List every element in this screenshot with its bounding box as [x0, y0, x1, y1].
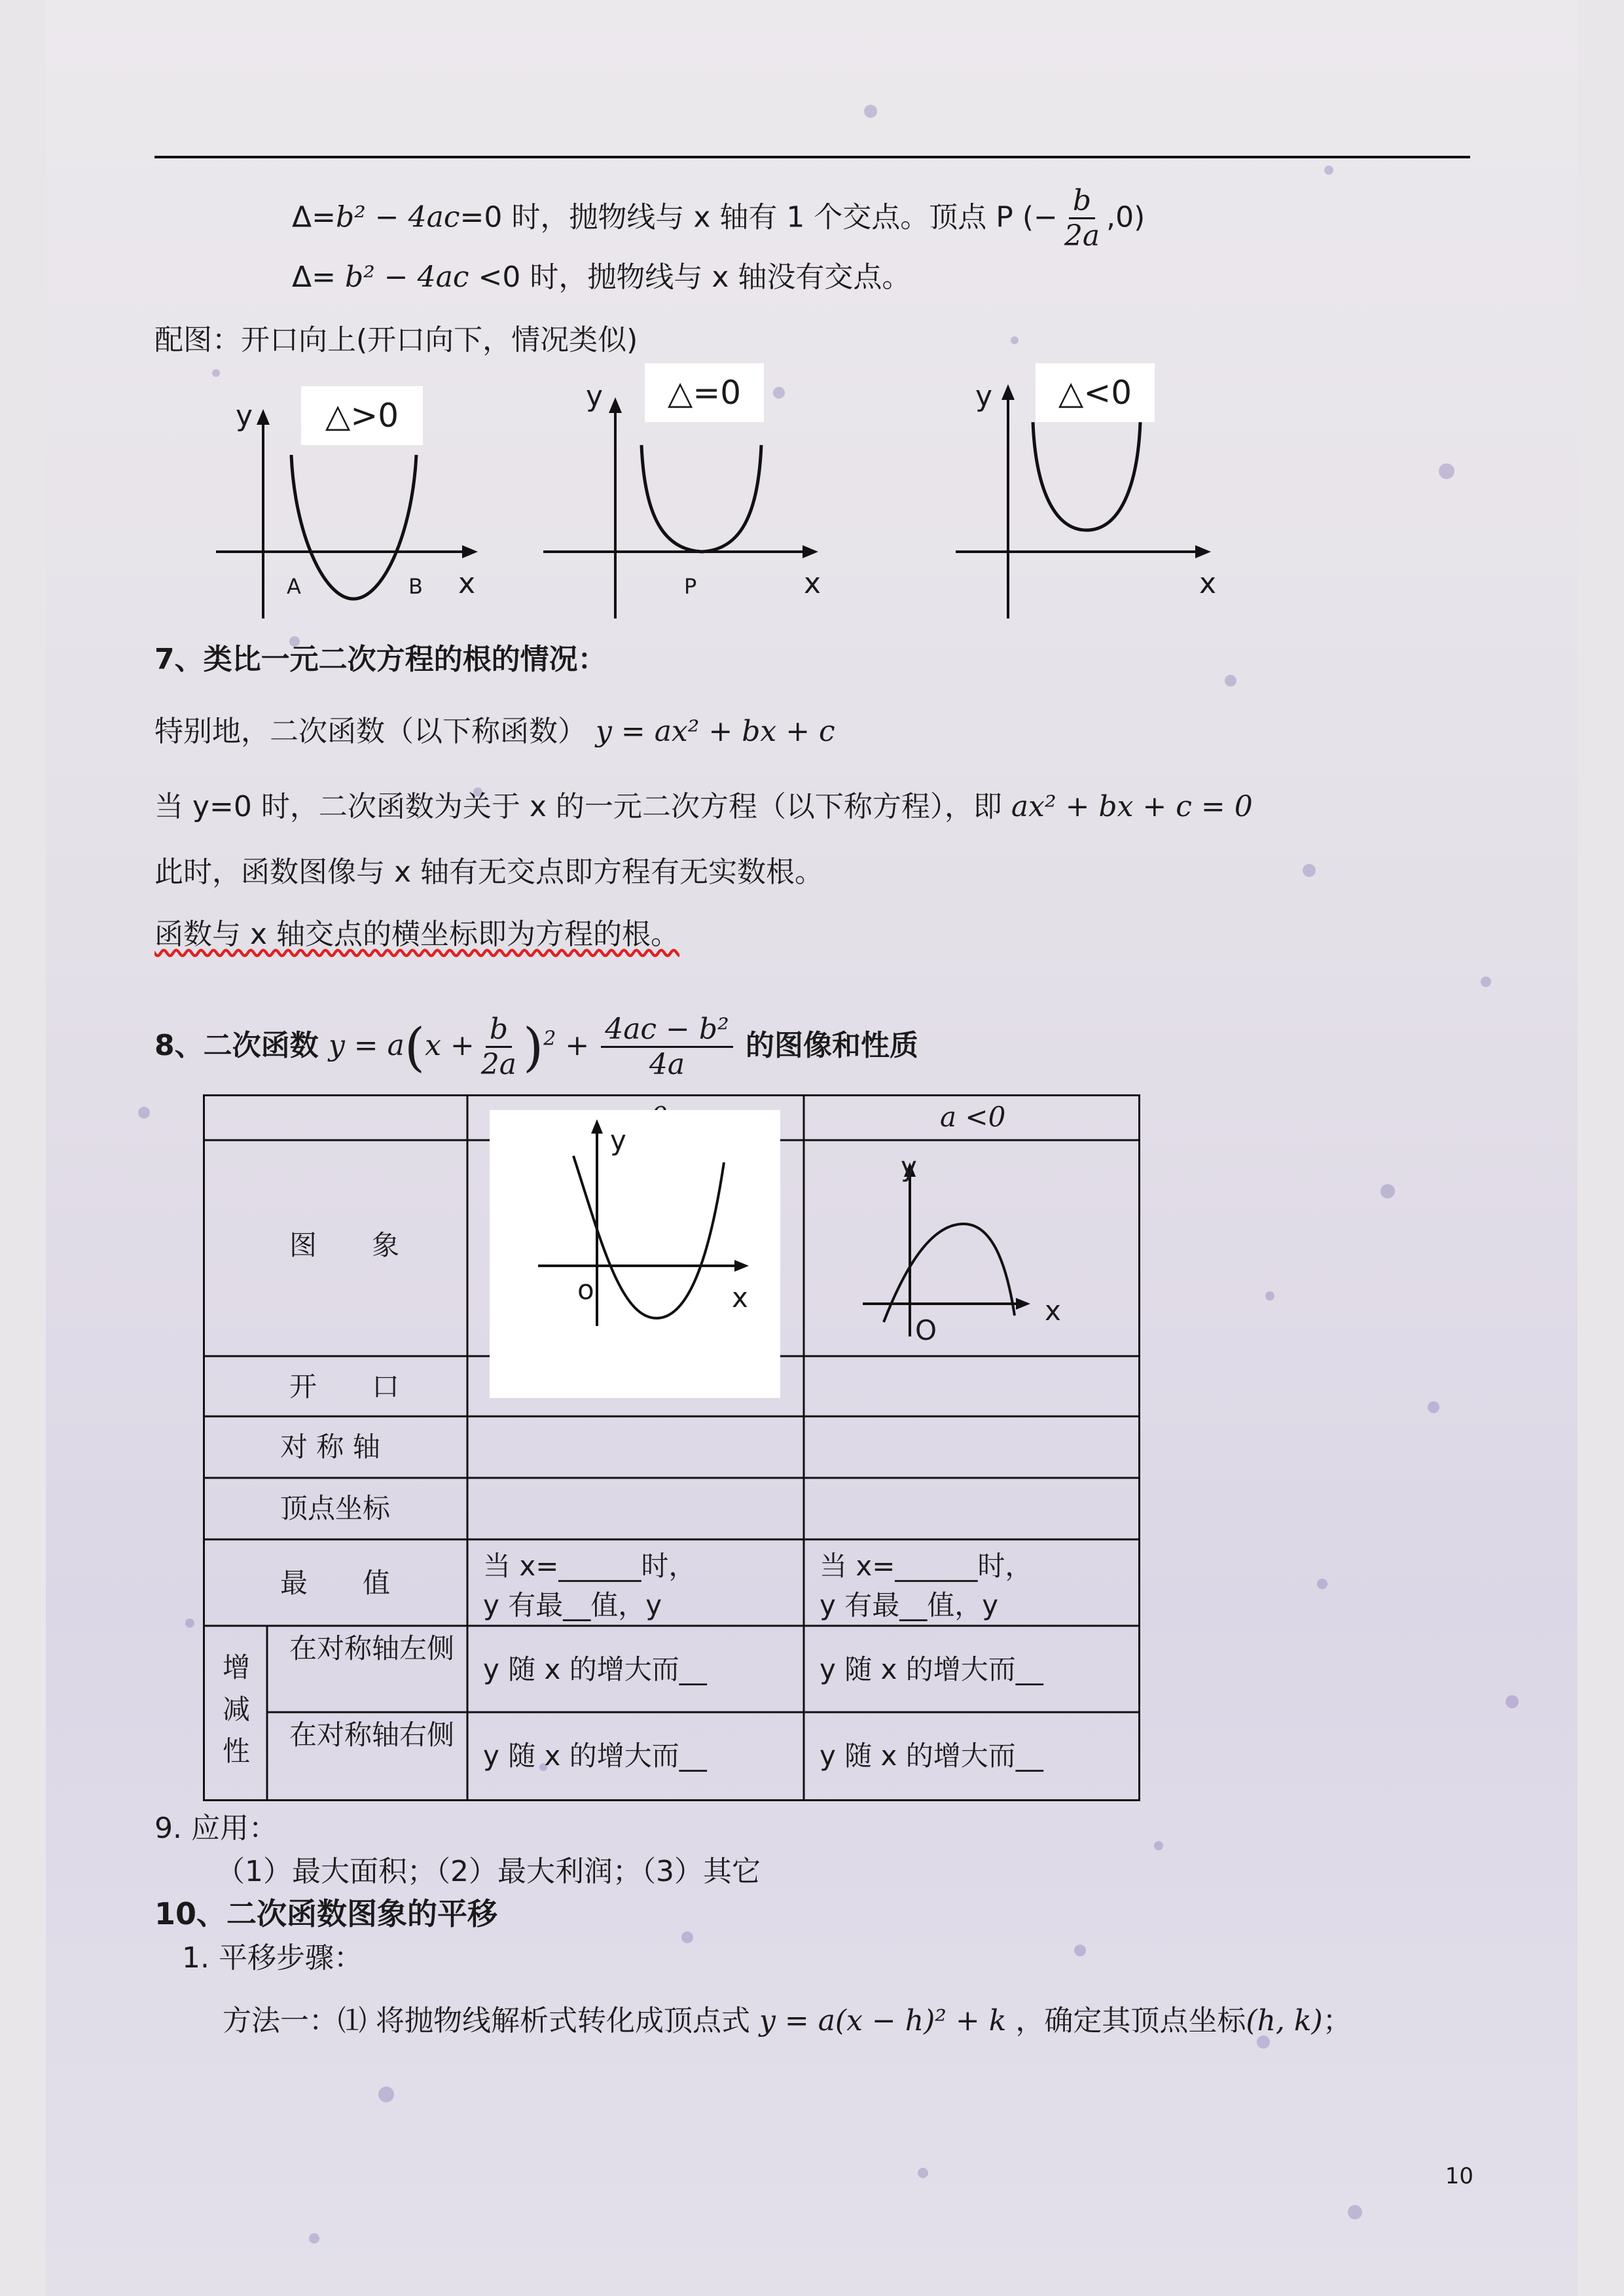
- method-vertex: (h, k): [1246, 2004, 1323, 2037]
- mono-neg-left: y 随 x 的增大而__: [820, 1653, 1043, 1685]
- graph-neg-y-label: y: [901, 1151, 917, 1183]
- section9-items: （1）最大面积；（2）最大利润；（3）其它: [216, 1855, 761, 1888]
- method-text: 方法一：⑴ 将抛物线解析式转化成顶点式: [223, 2004, 750, 2037]
- section10-method: [223, 2003, 1352, 2039]
- discriminant: b² − 4ac: [344, 260, 469, 294]
- section7-line1: [154, 713, 835, 750]
- fig1-y-label: y: [236, 399, 253, 433]
- badge-delta-zero: △=0: [645, 363, 764, 422]
- fig1-x-label: x: [458, 567, 476, 600]
- row-right-label: 在对称轴右侧: [289, 1719, 454, 1751]
- f1-denominator: 2a: [480, 1048, 517, 1081]
- formula-x: x +: [425, 1029, 475, 1062]
- fig1-point-b: B: [408, 574, 423, 599]
- delta-negative-line: [292, 259, 911, 296]
- properties-table: [203, 1094, 1140, 1801]
- delta-zero-text: =0 时，抛物线与 x 轴有 1 个交点。顶点 P (−: [460, 200, 1058, 234]
- vertex-form-formula: y = a(x + $\frac{b}{2a}$ )$^2$ + $\frac{\text{4ac − b²}}{4a}$: [329, 1029, 736, 1062]
- fig3-y-label: y: [975, 380, 993, 413]
- row-extreme-label: 最 值: [280, 1567, 391, 1599]
- line1-text: 特别地，二次函数（以下称函数）: [154, 715, 586, 748]
- graph-neg-origin-label: O: [915, 1314, 937, 1346]
- section8-suffix: 的图像和性质: [746, 1029, 919, 1062]
- row-monotonic-label: 增减性: [222, 1651, 250, 1767]
- mono-pos-left: y 随 x 的增大而__: [483, 1653, 707, 1685]
- section7-line4: 函数与 x 轴交点的横坐标即为方程的根。: [154, 918, 680, 951]
- delta-symbol: Δ=: [292, 260, 336, 294]
- f2-numerator: 4ac − b²: [601, 1013, 733, 1048]
- delta-zero-line: [292, 185, 1145, 253]
- fig1-point-a: A: [287, 574, 301, 599]
- extreme-pos-line2: y 有最__值，y: [483, 1589, 662, 1621]
- extreme-pos-line1: 当 x=______时，: [483, 1550, 696, 1582]
- line1-formula: y = ax² + bx + c: [596, 715, 835, 748]
- graph-a-negative: [804, 1140, 1140, 1356]
- formula-plus: +: [565, 1029, 590, 1062]
- badge-delta-negative: △<0: [1036, 363, 1155, 422]
- figure-caption: 配图：开口向上(开口向下，情况类似): [154, 323, 638, 357]
- delta-zero-tail: ,0): [1106, 200, 1146, 234]
- method-end: ；: [1322, 2004, 1352, 2037]
- f2-denominator: 4a: [649, 1048, 685, 1081]
- graph-neg-x-label: x: [1045, 1295, 1061, 1327]
- formula-fraction-1: [477, 1013, 520, 1082]
- method-tail: ，确定其顶点坐标: [1015, 2004, 1246, 2037]
- row-axis-label: 对 称 轴: [280, 1431, 380, 1463]
- row-vertex-label: 顶点坐标: [280, 1492, 391, 1524]
- page-number: 10: [1445, 2163, 1473, 2189]
- graph-a-positive: [490, 1110, 780, 1398]
- graph-pos-x-label: x: [732, 1282, 748, 1314]
- extreme-neg-line2: y 有最__值，y: [820, 1589, 999, 1621]
- row-left-label: 在对称轴左侧: [289, 1632, 454, 1664]
- badge-delta-positive: △>0: [301, 386, 423, 445]
- head-a-negative: a <0: [940, 1101, 1006, 1133]
- graph-pos-y-label: y: [610, 1124, 626, 1157]
- formula-a: y = a: [328, 1029, 405, 1062]
- line2-formula: ax² + bx + c = 0: [1011, 790, 1253, 823]
- extreme-neg-line1: 当 x=______时，: [820, 1550, 1033, 1582]
- row-image-label: 图 象: [289, 1229, 400, 1261]
- fraction-denominator: 2a: [1064, 219, 1100, 253]
- section7-title: 7、类比一元二次方程的根的情况：: [154, 643, 607, 676]
- section8-title: [154, 1013, 918, 1082]
- section7-line2: [154, 789, 1253, 825]
- mono-neg-right: y 随 x 的增大而__: [820, 1740, 1043, 1772]
- fig2-x-label: x: [804, 567, 821, 600]
- graph-pos-origin-label: o: [577, 1274, 594, 1306]
- mono-pos-right: y 随 x 的增大而__: [483, 1740, 707, 1772]
- section9-title: 9. 应用：: [154, 1812, 278, 1845]
- vertex-fraction: [1060, 185, 1104, 253]
- fig2-y-label: y: [586, 380, 604, 413]
- formula-fraction-2: [601, 1013, 733, 1082]
- formula-power: 2: [543, 1027, 556, 1050]
- section8-prefix: 8、二次函数: [154, 1029, 319, 1062]
- line2-text: 当 y=0 时，二次函数为关于 x 的一元二次方程（以下称方程），即: [154, 790, 1002, 823]
- discriminant: b² − 4ac: [335, 200, 460, 234]
- section10-step: 1. 平移步骤：: [182, 1941, 363, 1975]
- section10-title: 10、二次函数图象的平移: [154, 1896, 498, 1931]
- fraction-numerator: b: [1069, 185, 1095, 219]
- method-formula: y = a(x − h)² + k: [759, 2004, 1007, 2037]
- fig3-x-label: x: [1199, 567, 1217, 600]
- row-opening-label: 开 口: [289, 1371, 400, 1403]
- section7-line3: 此时，函数图像与 x 轴有无交点即方程有无实数根。: [154, 855, 824, 889]
- header-rule: [154, 156, 1470, 158]
- f1-numerator: b: [486, 1013, 512, 1048]
- fig2-point-p: P: [684, 574, 697, 599]
- delta-symbol: Δ=: [292, 200, 336, 234]
- delta-negative-text: <0 时，抛物线与 x 轴没有交点。: [478, 260, 911, 294]
